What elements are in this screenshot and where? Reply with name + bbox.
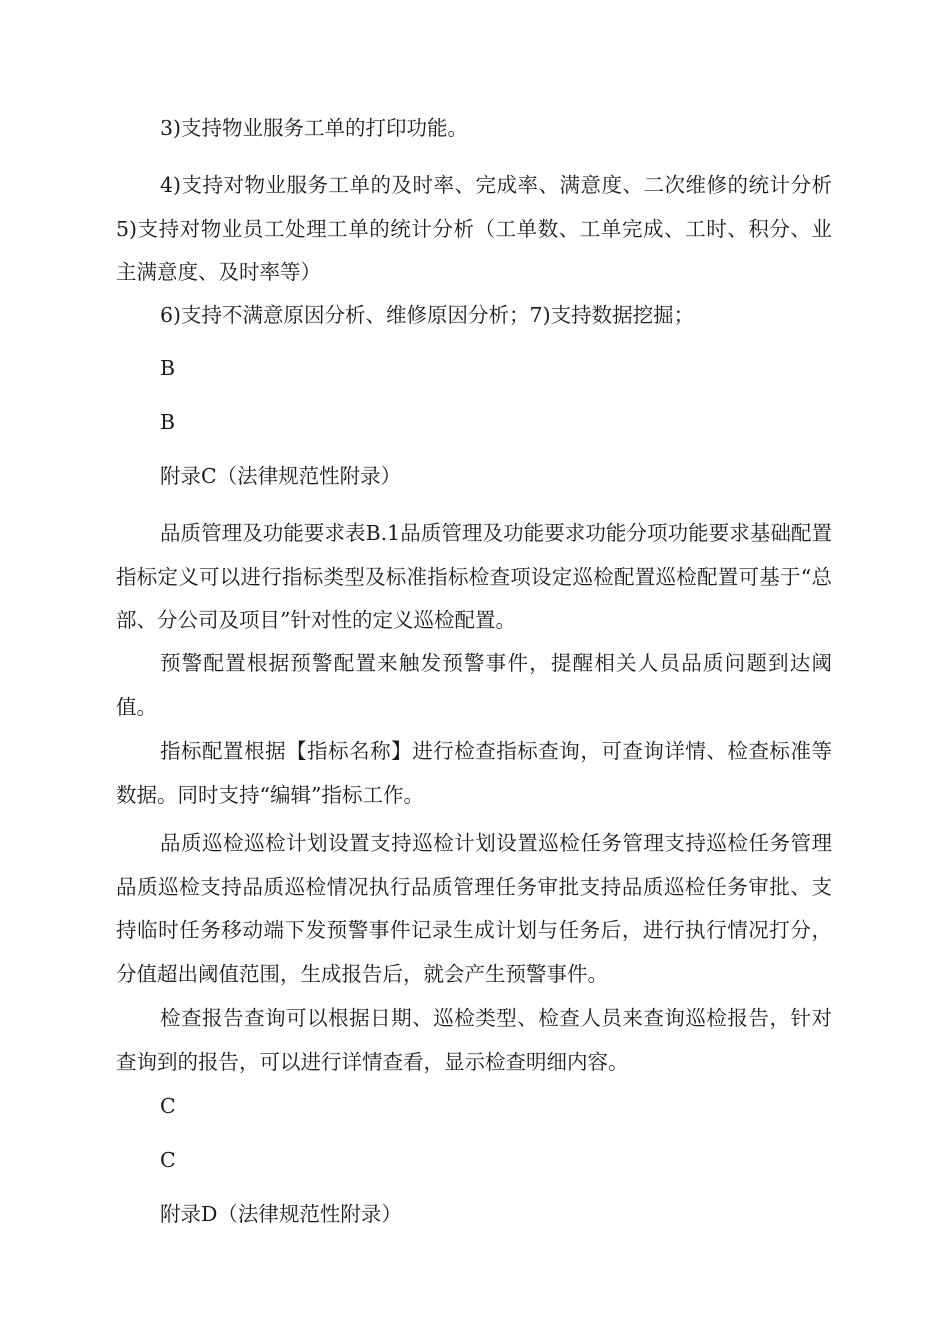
- paragraph-print-function: 3)支持物业服务工单的打印功能。: [160, 116, 469, 140]
- appendix-c-heading: 附录C（法律规范性附录）: [160, 464, 402, 488]
- paragraph-label-c-1: C: [160, 1094, 176, 1118]
- appendix-d-heading: 附录D（法律规范性附录）: [160, 1202, 402, 1226]
- paragraph-statistics-analysis: 4)支持对物业服务工单的及时率、完成率、满意度、二次维修的统计分析 5)支持对物业员工处理工单的统计分析（工单数、工单完成、工时、积分、业主满意度、及时率等）: [116, 173, 832, 285]
- paragraph-label-c-2: C: [160, 1148, 176, 1172]
- paragraph-label-b-2: B: [160, 410, 176, 434]
- paragraph-quality-management-table: 品质管理及功能要求表B.1品质管理及功能要求功能分项功能要求基础配置指标定义可以进行指标类型及标准指标检查项设定巡检配置巡检配置可基于“总部、分公司及项目”针对性的定义巡检配置。: [116, 521, 832, 633]
- paragraph-warning-config: 预警配置根据预警配置来触发预警事件，提醒相关人员品质问题到达阈值。: [116, 651, 832, 719]
- paragraph-label-b-1: B: [160, 356, 176, 380]
- paragraph-indicator-config: 指标配置根据【指标名称】进行检查指标查询，可查询详情、检查标准等数据。同时支持“编辑”指标工作。: [116, 739, 832, 807]
- paragraph-dissatisfaction-analysis: 6)支持不满意原因分析、维修原因分析；7)支持数据挖掘；: [160, 303, 695, 327]
- paragraph-quality-inspection: 品质巡检巡检计划设置支持巡检计划设置巡检任务管理支持巡检任务管理品质巡检支持品质巡检情况执行品质管理任务审批支持品质巡检任务审批、支持临时任务移动端下发预警事件记录生成计划与任务后，进行执行情况打分，分值超出阈值范围，生成报告后，就会产生预警事件。: [116, 831, 832, 986]
- paragraph-report-query: 检查报告查询可以根据日期、巡检类型、检查人员来查询巡检报告，针对查询到的报告，可以进行详情查看，显示检查明细内容。: [116, 1006, 832, 1074]
